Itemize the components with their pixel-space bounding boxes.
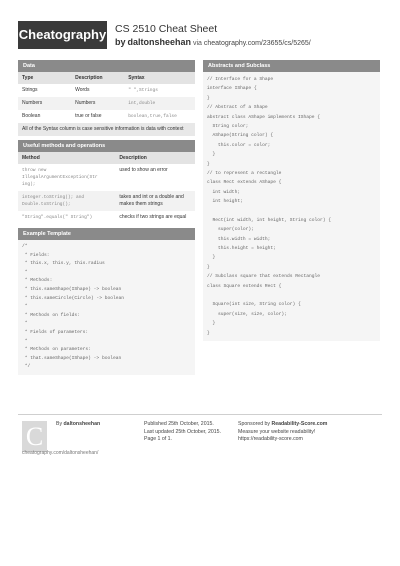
footer-by-label: By [56,421,63,427]
code-line: * Fields: [22,252,50,258]
published-date: Published 25th October, 2015. [144,421,214,427]
updated-date: Last updated 25th October, 2015. [144,428,222,435]
table-row [18,164,195,191]
data-note: All of the Syntax column is case sensitive information is data with context [18,123,195,136]
author-link[interactable]: daltonsheehan [127,37,191,47]
table-row [18,191,195,211]
method-cell: "String".equals(" String") [22,215,93,220]
code-line: * [22,269,28,275]
code-line: * Fields of parameters: [22,329,89,335]
methods-section-title: Useful methods and operations [18,140,195,152]
code-line: * that.sameShape(IShape) -> boolean [22,355,122,361]
avatar-letter: C [25,422,44,451]
description-cell: used to show an error [119,167,168,173]
data-table [18,72,195,123]
footer-publish-info [144,421,221,444]
footer-author [56,421,100,429]
code-line: Square(int size, String color) { [207,302,301,308]
code-line: class Square extends Rect { [207,283,282,289]
col-header-description: Description [115,152,195,164]
type-cell: Boolean [22,113,41,119]
footer-sponsor [238,421,327,444]
description-cell: Numbers [71,97,124,110]
abstract-section-title: Abstracts and Subclass [203,60,380,72]
type-cell: Strings [22,87,38,93]
code-line: int height; [207,199,243,205]
syntax-cell: int,double [124,97,195,110]
code-line [207,206,376,215]
table-row [18,110,195,123]
code-line: } [207,152,216,158]
code-line: * Methods on fields: [22,312,80,318]
example-section-title: Example Template [18,228,195,240]
code-line: * this.x, this.y, this.radius [22,261,105,267]
code-line: this.height = height; [207,246,276,252]
cheatography-logo[interactable]: Cheatography [18,21,107,49]
table-row [18,97,195,110]
left-column [18,60,195,379]
code-line: this.width = width; [207,236,271,242]
code-line [207,291,376,300]
table-row [18,84,195,97]
code-line: } [207,255,216,261]
via-label: via [192,40,202,47]
code-line: super(size, size, color); [207,311,287,317]
page-title: CS 2510 Cheat Sheet [115,23,218,35]
col-header-syntax: Syntax [124,72,195,84]
example-template-section [18,228,195,375]
description-cell: takes and int or a double and makes them strings [115,191,195,211]
type-cell: Numbers [18,97,71,110]
code-line: // to represent a rectangle [207,170,282,176]
data-section [18,60,195,136]
code-line: } [207,264,210,270]
code-line: } [207,330,210,336]
data-section-title: Data [18,60,195,72]
code-line: * Methods on parameters: [22,347,91,353]
code-line: * Methods: [22,278,53,284]
col-header-type: Type [18,72,71,84]
abstract-code-block [203,72,380,341]
by-label: by [115,37,126,47]
header [0,0,400,58]
sponsor-url[interactable]: https://readability-score.com [238,436,303,442]
byline [115,37,311,47]
col-header-description: Description [71,72,124,84]
description-cell: Words [75,87,90,93]
code-line: super(color); [207,227,254,233]
example-code-block [18,240,195,375]
right-column [203,60,380,345]
sponsor-tagline: Measure your website readability! [238,428,316,435]
col-header-method: Method [18,152,115,164]
code-line: * this.sameCircle(Circle) -> boolean [22,295,124,301]
code-line: AShape(String color) { [207,133,274,139]
method-cell: throw new IllegalArgumentException(Str ing); [22,168,98,187]
avatar [22,421,47,452]
methods-table [18,152,195,224]
code-line: /* [22,244,28,249]
abstract-section [203,60,380,341]
code-line: this.color = color; [207,142,271,148]
syntax-cell: boolean,true,false [128,114,177,119]
code-line: interface IShape { [207,86,257,92]
code-line: * [22,338,28,344]
code-line: * [22,304,28,310]
code-line: * this.sameShape(IShape) -> boolean [22,286,122,292]
footer [18,414,382,456]
code-line: int width; [207,189,241,195]
code-line: // Subclass square that extends Rectangle [207,274,321,280]
code-line: } [207,95,210,101]
code-line: * [22,321,28,327]
code-line: String color; [207,123,249,129]
code-line: } [207,321,216,327]
page-count: Page 1 of 1. [144,436,172,442]
table-row [18,211,195,224]
code-line: } [207,161,210,167]
code-line: // Abstract of a Shape [207,105,268,111]
sheet-url-link[interactable]: cheatography.com/23655/cs/5265/ [203,40,311,47]
description-cell: checks if two strings are equal [119,214,187,220]
code-line: class Rect extends AShape { [207,180,282,186]
code-line: Rect(int width, int height, String color) { [207,217,332,223]
sponsor-name[interactable]: Readability-Score.com [271,421,328,427]
syntax-cell: " ",Strings [128,88,158,93]
description-cell: true or false [75,113,102,119]
footer-author-link[interactable]: cheatography.com/daltonsheehan/ [22,450,99,456]
code-line: */ [22,364,31,370]
methods-section [18,140,195,224]
code-line: // Interface for a Shape [207,77,274,82]
footer-author-name[interactable]: daltonsheehan [63,421,101,427]
method-cell: integer.toString(); and Double.toString(); [18,191,115,211]
code-line: abstract class AShape implements IShape { [207,114,321,120]
sponsor-prefix: Sponsored by [238,421,271,427]
